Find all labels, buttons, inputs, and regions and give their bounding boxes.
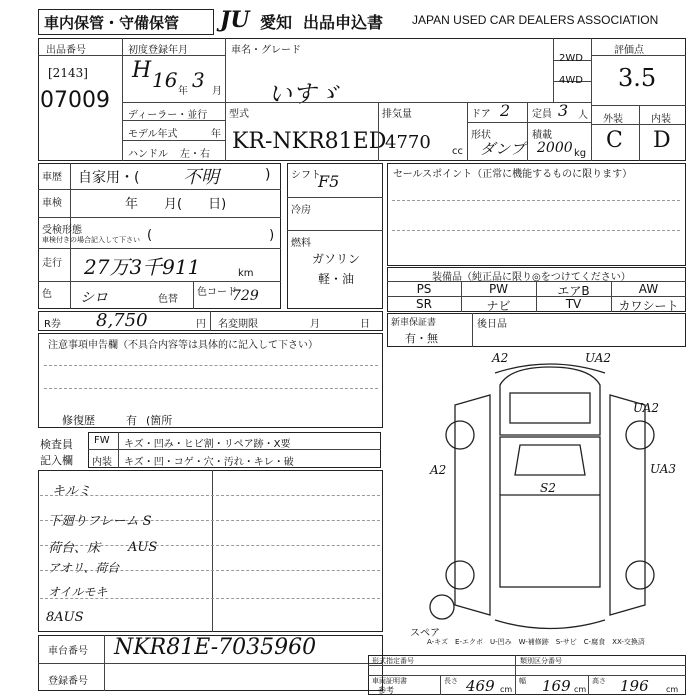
listing-number: 07009 — [40, 88, 110, 113]
wheel-icon — [446, 421, 474, 449]
length-unit: cm — [500, 685, 513, 694]
inspector-label: 検査員 — [40, 438, 73, 451]
exterior-grade: C — [606, 128, 623, 153]
score-label: 評価点 — [614, 45, 644, 56]
equip-ps: PS — [416, 282, 432, 296]
length-value: 469 — [466, 677, 495, 695]
mileage-value: 27万3千911 — [84, 255, 201, 279]
car-name-label: 車名・グレード — [231, 45, 301, 56]
receipt-paren: ( ) — [147, 228, 275, 243]
mark-front-left: A2 — [492, 351, 509, 365]
listing-number-label: 出品番号 — [46, 45, 86, 56]
storage-title: 車内保管・守備保管 — [44, 14, 180, 32]
inspection-row2-text: キズ・凹・コゲ・穴・汚れ・キレ・破 — [124, 457, 294, 468]
mark-right-upper: UA2 — [633, 401, 660, 415]
spare-label: スペア — [410, 628, 440, 639]
cert-label: 形式指定番号 — [372, 657, 414, 665]
sales-point-label: セールスポイント（正常に機能するものに限ります） — [393, 169, 633, 180]
model-code: KR-NKR81ED — [232, 129, 387, 154]
chassis-number: NKR81E-7035960 — [114, 635, 317, 660]
form-title: 出品申込書 — [303, 13, 384, 32]
displacement-value: 4770 — [385, 132, 431, 153]
interior-grade: D — [653, 128, 671, 153]
shape-label: 形状 — [471, 130, 491, 141]
model-year-unit: 年 — [211, 129, 221, 140]
month-label: 月 — [212, 86, 222, 97]
drive-4wd: 4WD — [559, 75, 583, 86]
equip-airbag: エアB — [557, 284, 590, 298]
shape-value: ダンプ — [480, 140, 526, 158]
ju-logo: JU — [220, 7, 250, 33]
expiry-month: 月 — [310, 319, 320, 330]
inspection-note-4: アオリ、荷台 — [48, 561, 120, 575]
height-value: 196 — [620, 677, 649, 695]
color-value: シロ — [80, 290, 108, 306]
color-code: 729 — [232, 288, 259, 304]
receipt-label: 受検形態 — [42, 225, 82, 236]
wheel-icons — [446, 421, 654, 589]
width-value: 169 — [542, 677, 571, 695]
capacity-value: 3 — [558, 101, 569, 120]
history-note: 不明 — [183, 167, 219, 188]
mark-bed: S2 — [540, 481, 556, 495]
inspection-note-5: オイルモキ — [48, 585, 108, 599]
year-label: 年 — [178, 86, 188, 97]
equip-sr: SR — [416, 297, 432, 311]
repair-place: (箇所 — [146, 414, 173, 427]
shaken-date: 年 月( 日) — [125, 197, 227, 212]
org-name: 愛知 — [260, 13, 293, 32]
inspection-row1-text: キズ・凹み・ヒビ割・リペア跡・X要 — [124, 439, 291, 450]
exterior-label: 外装 — [603, 114, 623, 125]
fuel-diesel: 軽・油 — [318, 272, 355, 286]
color-label: 色 — [42, 289, 52, 300]
capacity-unit: 人 — [578, 110, 588, 121]
notes-title: 注意事項申告欄（不具合内容等は具体的に記入して下さい） — [48, 340, 318, 351]
newcar-options: 有・無 — [405, 332, 438, 345]
truck-damage-diagram — [420, 345, 680, 645]
drive-2wd: 2WD — [559, 53, 583, 64]
doors-value: 2 — [500, 101, 511, 120]
load-label: 積載 — [532, 130, 552, 141]
mark-right-side: UA3 — [650, 462, 677, 476]
spare-tire-icon — [430, 595, 454, 619]
type-label: 型式 — [229, 109, 249, 120]
registration-label: 登録番号 — [48, 676, 88, 687]
inspection-note-2: 下廻りフレーム S — [48, 514, 152, 529]
repair-label: 修復歴 — [62, 414, 95, 427]
expiry-day: 日 — [360, 319, 370, 330]
mileage-unit: km — [238, 268, 254, 279]
interior-label: 内装 — [651, 114, 671, 125]
equip-navi: ナビ — [486, 299, 511, 313]
receipt-sub: 車検付きの場合記入して下さい — [42, 236, 140, 244]
fuel-gasoline: ガソリン — [312, 252, 361, 266]
width-label: 幅 — [519, 677, 526, 685]
capacity-label: 定員 — [532, 109, 552, 120]
mark-left-side: A2 — [430, 463, 447, 477]
model-year-label: モデル年式 — [128, 129, 178, 140]
chassis-label: 車台番号 — [48, 646, 88, 657]
handle-options: 左・右 — [180, 149, 210, 160]
shift-label: シフト — [291, 170, 321, 181]
displacement-unit: cc — [452, 146, 463, 157]
mark-front-right: UA2 — [585, 351, 612, 365]
damage-legend: A-キズ E-エクボ U-凹み W-補修跡 S-サビ C-腐食 XX-交換済 — [427, 638, 645, 646]
record-label: 記入欄 — [40, 454, 73, 467]
fuel-label: 燃料 — [291, 238, 311, 249]
inspection-side-note: AUS — [128, 540, 158, 555]
aircon-label: 冷房 — [291, 205, 311, 216]
history-value: 自家用・( — [78, 170, 140, 186]
first-reg-year: 16 — [152, 68, 178, 92]
color-change-label: 色替 — [158, 294, 178, 305]
shaken-label: 車検 — [42, 198, 62, 209]
equip-pw: PW — [488, 282, 509, 296]
handle-label: ハンドル — [128, 149, 168, 160]
displacement-label: 排気量 — [382, 109, 412, 120]
inspection-row2-tag: 内装 — [92, 457, 112, 468]
lot-code: [2143] — [48, 66, 88, 80]
history-label: 車歴 — [42, 172, 62, 183]
length-label: 長さ — [444, 677, 458, 685]
equipment-title: 装備品（純正品に限り◎をつけてください） — [432, 272, 631, 283]
dealer-label: ディーラー・並行 — [128, 110, 208, 121]
load-unit: kg — [574, 148, 587, 159]
wheel-icon — [626, 561, 654, 589]
association-name: JAPAN USED CAR DEALERS ASSOCIATION — [412, 13, 659, 27]
equip-leather-seat: カワシート — [618, 299, 679, 313]
equip-aw: AW — [638, 282, 659, 296]
newcar-label: 新車保証書 — [391, 318, 437, 328]
inspection-note-6: 8AUS — [46, 610, 84, 625]
recycle-label: R券 — [44, 319, 61, 330]
equip-tv: TV — [565, 297, 582, 311]
mileage-label: 走行 — [42, 258, 62, 269]
inspection-note-3: 荷台、床 — [48, 541, 101, 556]
height-label: 高さ — [592, 677, 606, 685]
first-reg-label: 初度登録年月 — [128, 45, 188, 56]
height-unit: cm — [666, 685, 679, 694]
later-label: 後日品 — [477, 319, 507, 330]
reg-docs-label: 車両証明書 — [372, 677, 407, 685]
shift-value: F5 — [318, 172, 340, 191]
width-unit: cm — [574, 685, 587, 694]
score-value: 3.5 — [618, 64, 657, 92]
expiry-label: 名変期限 — [218, 319, 258, 330]
color-code-label: 色コード — [197, 287, 237, 298]
wheel-icon — [626, 421, 654, 449]
repair-value: 有 — [126, 414, 137, 427]
load-value: 2000 — [537, 140, 573, 156]
doors-label: ドア — [471, 109, 491, 120]
first-reg-era: H — [132, 58, 152, 83]
car-name: いすゞ — [268, 80, 340, 108]
first-reg-month: 3 — [192, 68, 205, 92]
inspection-row1-tag: FW — [94, 435, 110, 446]
recycle-value: 8,750 — [96, 310, 148, 331]
recycle-unit: 円 — [196, 319, 206, 330]
class-label: 類別区分番号 — [520, 657, 562, 665]
reference-label: 参考 — [378, 686, 394, 695]
wheel-icon — [446, 561, 474, 589]
inspection-note-1: キルミ — [52, 484, 91, 499]
history-close: ) — [265, 167, 271, 183]
